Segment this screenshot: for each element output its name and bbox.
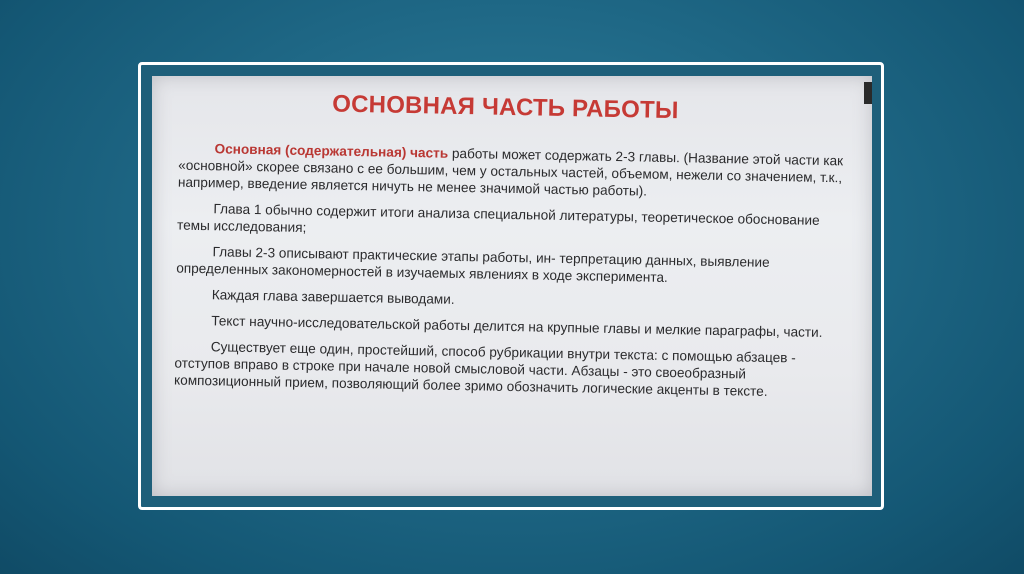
slide-title: ОСНОВНАЯ ЧАСТЬ РАБОТЫ — [332, 90, 679, 125]
corner-marker — [864, 82, 872, 104]
paragraph-chapter-1: Глава 1 обычно содержит итоги анализа специальной литературы, теоретическое обоснование темы исследования; — [176, 201, 820, 236]
paragraph-conclusions: Каждая глава завершается выводами. — [211, 287, 455, 307]
slide-body — [174, 140, 845, 411]
slide-content — [152, 76, 872, 496]
paragraph-main-part — [178, 140, 845, 204]
slide-photo — [152, 76, 872, 496]
highlight-term: Основная (содержательная) часть — [214, 141, 449, 161]
paragraph-text-division: Текст научно-исследовательской работы делится на крупные главы и мелкие параграфы, части. — [211, 313, 823, 340]
paragraph-chapters-2-3: Главы 2-3 описывают практические этапы работы, ин- терпретацию данных, выявление определенных закономерностей в изучаемых явлениях в ходе эксперимента. — [176, 244, 770, 285]
paragraph-rubrication: Существует еще один, простейший, способ рубрикации внутри текста: с помощью абзацев - отступов вправо в строке при начале новой смысловой части. Абзацы - это своеобразный композиционный прием, позволяющий более зримо обозначить логические акценты в тексте. — [173, 339, 796, 399]
paragraph-text: работы может содержать 2-3 главы. (Название этой части как «основной» скорее связано с ее большим, чем у остальных частей, объемом, нежели со значением, т.к., например, введение является ничуть не менее значимой частью работы). — [177, 145, 844, 199]
